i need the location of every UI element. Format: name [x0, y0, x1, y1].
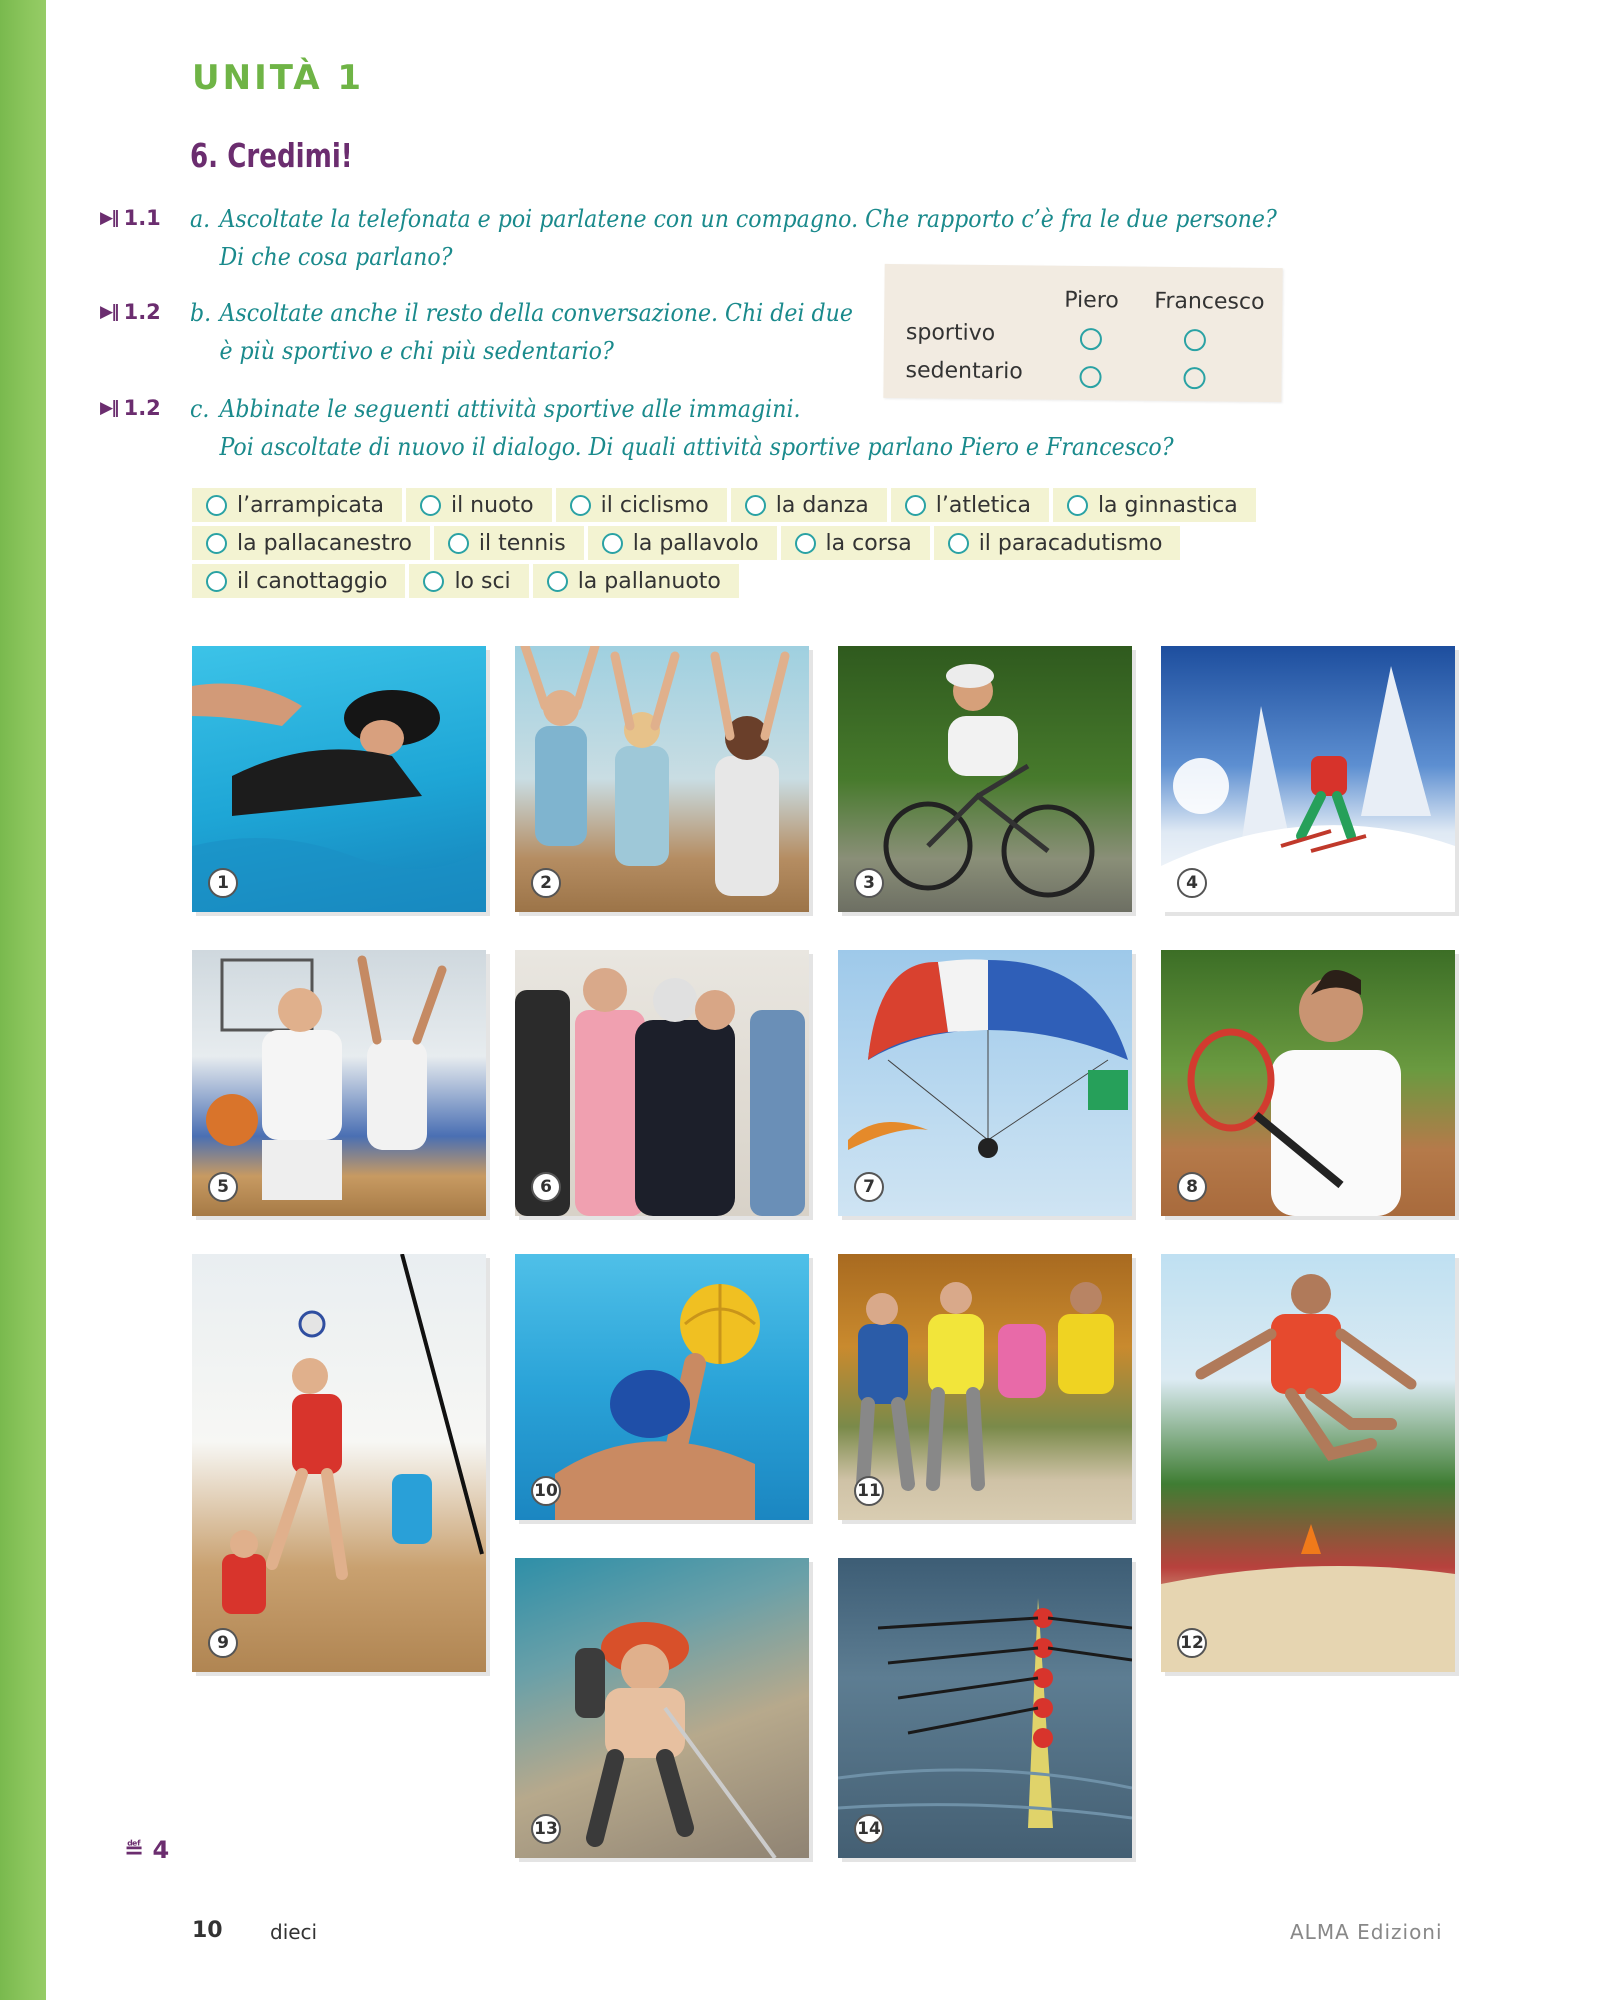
photo-number: 5 [208, 1172, 238, 1202]
photo-number: 6 [531, 1172, 561, 1202]
section-title: 6. Credimi! [190, 136, 353, 175]
column-piero: Piero [1064, 287, 1119, 314]
radio-circle-icon [420, 495, 441, 516]
option-label: l’arrampicata [237, 492, 384, 518]
runners-illustration [838, 1254, 1132, 1520]
radio-circle-icon [206, 495, 227, 516]
audio-track-b[interactable] [100, 300, 161, 324]
option-arrampicata[interactable] [192, 488, 402, 522]
option-pallavolo[interactable] [588, 526, 777, 560]
option-pallacanestro[interactable] [192, 526, 430, 560]
publisher-name: ALMA Edizioni [1290, 1920, 1443, 1944]
option-sci[interactable] [409, 564, 528, 598]
option-label: lo sci [454, 568, 511, 594]
photo-number: 10 [531, 1476, 561, 1506]
photo-athletics[interactable] [1161, 1254, 1455, 1672]
photo-number: 12 [1177, 1628, 1207, 1658]
track-number: 1.2 [123, 396, 161, 420]
instruction-b [190, 294, 853, 370]
photo-number: 11 [854, 1476, 884, 1506]
radio-circle-icon [206, 571, 227, 592]
options-row [192, 488, 1260, 524]
instruction-a [190, 200, 1277, 276]
radio-circle-icon [602, 533, 623, 554]
option-nuoto[interactable] [406, 488, 552, 522]
instruction-c [190, 390, 1174, 466]
option-label: la ginnastica [1097, 492, 1238, 518]
long-jump-illustration [1161, 1254, 1455, 1672]
page-number: 10 [192, 1918, 223, 1943]
instruction-line: è più sportivo e chi più sedentario? [219, 337, 614, 365]
basketball-illustration [192, 950, 486, 1216]
track-number: 1.1 [123, 206, 161, 230]
radio-circle-icon [206, 533, 227, 554]
photo-swimming[interactable] [192, 646, 486, 912]
exercise-reference[interactable] [124, 1836, 169, 1864]
exercise-ref-number: 4 [152, 1836, 170, 1864]
radio-circle-icon [1067, 495, 1088, 516]
options-row [192, 564, 1260, 600]
track-number: 1.2 [123, 300, 161, 324]
instruction-line: Di che cosa parlano? [219, 243, 453, 271]
photo-number: 9 [208, 1628, 238, 1658]
option-canottaggio[interactable] [192, 564, 405, 598]
volleyball-illustration [192, 1254, 486, 1672]
photo-skiing[interactable] [1161, 646, 1455, 912]
option-ciclismo[interactable] [556, 488, 727, 522]
photo-water-polo[interactable] [515, 1254, 809, 1520]
radio-circle-icon [570, 495, 591, 516]
checkbox-francesco-sportivo[interactable] [1184, 329, 1206, 351]
checkbox-francesco-sedentario[interactable] [1183, 367, 1205, 389]
photo-cycling[interactable] [838, 646, 1132, 912]
sportivo-sedentario-table [883, 264, 1282, 402]
photo-basketball[interactable] [192, 950, 486, 1216]
photo-dance-class[interactable] [515, 646, 809, 912]
option-label: il canottaggio [237, 568, 388, 594]
photo-number: 8 [1177, 1172, 1207, 1202]
photo-number: 4 [1177, 868, 1207, 898]
play-pause-icon: ▶‖ [100, 302, 118, 322]
option-ginnastica[interactable] [1053, 488, 1256, 522]
rowing-illustration [838, 1558, 1132, 1858]
water-polo-illustration [515, 1254, 809, 1520]
option-label: il tennis [478, 530, 566, 556]
photo-number: 7 [854, 1172, 884, 1202]
option-label: la pallacanestro [237, 530, 412, 556]
checkbox-piero-sportivo[interactable] [1080, 328, 1102, 350]
photo-number: 13 [531, 1814, 561, 1844]
exercise-letter: c. [190, 395, 210, 423]
option-tennis[interactable] [434, 526, 584, 560]
option-paracadutismo[interactable] [934, 526, 1181, 560]
instruction-line: Ascoltate anche il resto della conversazione. Chi dei due [219, 299, 853, 327]
audio-track-a[interactable] [100, 206, 161, 230]
option-label: la pallavolo [632, 530, 759, 556]
instruction-line: Poi ascoltate di nuovo il dialogo. Di quali attività sportive parlano Piero e Francesco? [219, 433, 1174, 461]
exercise-letter: b. [190, 299, 212, 327]
option-label: il paracadutismo [978, 530, 1163, 556]
radio-circle-icon [948, 533, 969, 554]
option-atletica[interactable] [891, 488, 1049, 522]
option-pallanuoto[interactable] [533, 564, 739, 598]
photo-ballroom-dance[interactable] [515, 950, 809, 1216]
option-label: la danza [775, 492, 869, 518]
photo-running[interactable] [838, 1254, 1132, 1520]
activity-options [192, 488, 1260, 602]
photo-number: 2 [531, 868, 561, 898]
option-label: la corsa [825, 530, 912, 556]
ballroom-illustration [515, 950, 809, 1216]
photo-climbing[interactable] [515, 1558, 809, 1858]
column-francesco: Francesco [1154, 288, 1265, 315]
radio-circle-icon [795, 533, 816, 554]
photo-number: 3 [854, 868, 884, 898]
dancers-illustration [515, 646, 809, 912]
page-number-word: dieci [270, 1920, 318, 1944]
photo-parachuting[interactable] [838, 950, 1132, 1216]
photo-volleyball[interactable] [192, 1254, 486, 1672]
photo-number: 14 [854, 1814, 884, 1844]
option-danza[interactable] [731, 488, 887, 522]
photo-tennis[interactable] [1161, 950, 1455, 1216]
instruction-line: Abbinate le seguenti attività sportive alle immagini. [219, 395, 801, 423]
cyclist-illustration [838, 646, 1132, 912]
swimmer-illustration [192, 646, 486, 912]
radio-circle-icon [547, 571, 568, 592]
option-label: la pallanuoto [577, 568, 721, 594]
tennis-illustration [1161, 950, 1455, 1216]
option-label: il nuoto [450, 492, 534, 518]
photo-rowing[interactable] [838, 1558, 1132, 1858]
audio-track-c[interactable] [100, 396, 161, 420]
radio-circle-icon [905, 495, 926, 516]
unit-title: UNITÀ 1 [192, 58, 365, 98]
exercise-letter: a. [190, 205, 211, 233]
exercise-book-icon: ≝ [124, 1836, 145, 1864]
play-pause-icon: ▶‖ [100, 398, 118, 418]
radio-circle-icon [448, 533, 469, 554]
option-label: il ciclismo [600, 492, 709, 518]
checkbox-piero-sedentario[interactable] [1079, 366, 1101, 388]
radio-circle-icon [423, 571, 444, 592]
option-corsa[interactable] [781, 526, 930, 560]
side-color-strip [0, 0, 46, 2000]
options-row [192, 526, 1260, 562]
row-sedentario: sedentario [905, 358, 1023, 385]
row-sportivo: sportivo [905, 320, 996, 347]
option-label: l’atletica [935, 492, 1031, 518]
parachute-illustration [838, 950, 1132, 1216]
climber-illustration [515, 1558, 809, 1858]
radio-circle-icon [745, 495, 766, 516]
photo-number: 1 [208, 868, 238, 898]
instruction-line: Ascoltate la telefonata e poi parlatene con un compagno. Che rapporto c’è fra le due persone? [219, 205, 1277, 233]
play-pause-icon: ▶‖ [100, 208, 118, 228]
skier-illustration [1161, 646, 1455, 912]
